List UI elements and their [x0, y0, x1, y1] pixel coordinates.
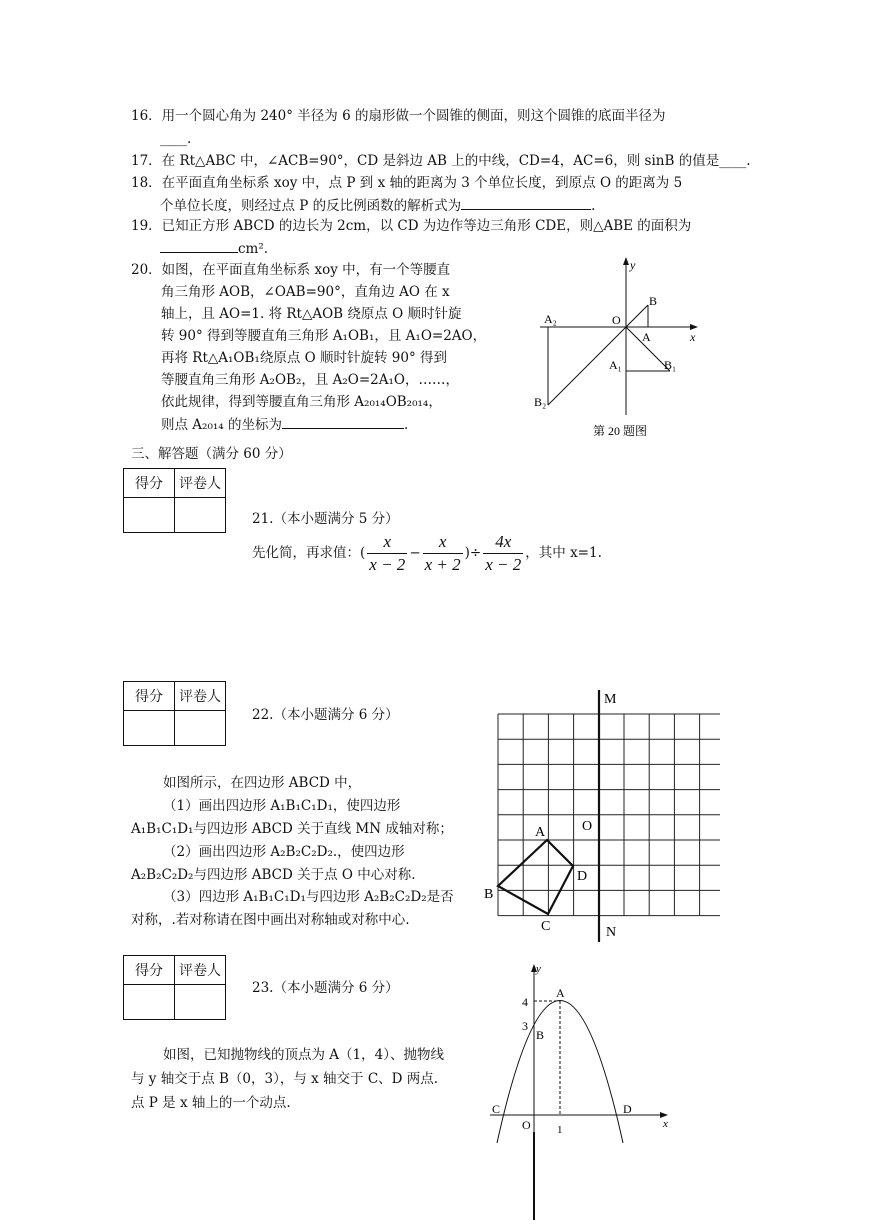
q18-line1: 18．在平面直角坐标系 xoy 中，点 P 到 x 轴的距离为 3 个单位长度，到原点 O 的距离为 5	[131, 175, 683, 191]
q22-score-table	[123, 681, 226, 746]
q17-line: 17．在 Rt△ABC 中，∠ACB=90°，CD 是斜边 AB 上的中线，CD=4，AC=6，则 sinB 的值是____.	[131, 153, 751, 169]
q23-line: 如图，已知抛物线的顶点为 A（1，4）、抛物线	[163, 1047, 444, 1063]
q21-divide: )÷	[464, 545, 482, 561]
q20-answer-blank	[282, 414, 404, 429]
q21-score-table	[123, 468, 226, 533]
fraction-numerator: x	[367, 531, 407, 554]
q23-line: 点 P 是 x 轴上的一个动点.	[131, 1095, 291, 1111]
q22-label-O: O	[582, 819, 593, 834]
fraction-denominator: x + 2	[424, 555, 461, 574]
quadrilateral-ABCD	[498, 840, 573, 914]
q22-label-N: N	[606, 925, 617, 940]
q20-line: 轴上，且 AO=1. 将 Rt△AOB 绕原点 O 顺时针旋	[161, 306, 462, 322]
q22-grid-lines	[498, 714, 720, 916]
q23-label-y: y	[536, 963, 541, 975]
q22-title: 22.（本小题满分 6 分）	[252, 707, 399, 723]
q19-answer-blank	[160, 238, 238, 253]
q21-suffix: ，其中 x=1.	[525, 545, 602, 561]
score-label: 得分	[124, 956, 175, 985]
grader-label: 评卷人	[175, 682, 226, 711]
q19-line1: 19．已知正方形 ABCD 的边长为 2cm，以 CD 为边作等边三角形 CDE，则△ABE 的面积为	[131, 218, 692, 234]
score-cell	[124, 711, 175, 746]
q16-line2: ____.	[160, 131, 192, 147]
q22-label-C: C	[541, 919, 551, 934]
q22-line: （3）四边形 A₁B₁C₁D₁与四边形 A₂B₂C₂D₂是否	[163, 889, 454, 905]
q21-title: 21.（本小题满分 5 分）	[252, 511, 399, 527]
section3-heading: 三、解答题（满分 60 分）	[131, 446, 292, 462]
q20-line: 依此规律，得到等腰直角三角形 A₂₀₁₄OB₂₀₁₄，	[161, 394, 442, 410]
q20-label-O: O	[612, 313, 621, 327]
q23-score-table	[123, 955, 226, 1020]
q20-label-y: y	[630, 258, 636, 272]
q22-label-D: D	[577, 869, 588, 884]
fraction-numerator: 4x	[483, 531, 523, 554]
q23-tick-3: 3	[522, 1019, 528, 1033]
q21-expression	[252, 530, 602, 576]
q20-label-A: A	[642, 330, 651, 344]
q20-figure-caption: 第 20 题图	[593, 424, 648, 438]
q21-minus: −	[409, 545, 421, 561]
q23-label-x: x	[663, 1118, 668, 1130]
q21-fraction-2	[423, 531, 463, 576]
q18-answer-blank	[461, 195, 591, 210]
q22-line: 如图所示，在四边形 ABCD 中，	[163, 775, 362, 791]
q20-label-B2: B₂	[534, 395, 547, 409]
q23-tick-1: 1	[557, 1124, 563, 1136]
q20-label-A2: A₂	[544, 312, 557, 326]
q20-label-B: B	[649, 294, 658, 308]
q20-line-last: 则点 A₂₀₁₄ 的坐标为 .	[161, 414, 408, 435]
q19-unit: cm².	[238, 241, 269, 257]
q16-line1: 16．用一个圆心角为 240° 半径为 6 的扇形做一个圆锥的侧面，则这个圆锥的底面半径为	[131, 108, 666, 124]
q22-line: A₂B₂C₂D₂与四边形 ABCD 关于点 O 中心对称.	[131, 867, 416, 883]
grader-label: 评卷人	[175, 956, 226, 985]
q23-line: 与 y 轴交于点 B（0，3），与 x 轴交于 C、D 两点.	[131, 1071, 439, 1087]
q21-fraction-3	[483, 531, 523, 576]
fraction-numerator: x	[423, 531, 463, 554]
q22-label-A: A	[535, 825, 546, 840]
q23-parabola-figure	[470, 960, 690, 1222]
q22-line: A₁B₁C₁D₁与四边形 ABCD 关于直线 MN 成轴对称；	[131, 821, 453, 837]
grader-cell	[175, 985, 226, 1020]
q20-label-A1: A₁	[609, 358, 622, 372]
q18-line2: 个单位长度，则经过点 P 的反比例函数的解析式为 .	[160, 195, 595, 216]
q21-fraction-1	[367, 531, 407, 576]
score-cell	[124, 985, 175, 1020]
q19-line2	[160, 238, 268, 259]
q20-label-x: x	[690, 330, 696, 344]
q23-tick-4: 4	[522, 995, 528, 1009]
q23-label-D: D	[623, 1102, 632, 1116]
fraction-denominator: x − 2	[485, 555, 522, 574]
score-label: 得分	[124, 682, 175, 711]
score-label: 得分	[124, 469, 175, 498]
q23-label-B: B	[536, 1028, 545, 1042]
q22-line: （1）画出四边形 A₁B₁C₁D₁，使四边形	[163, 798, 401, 814]
q20-line: 转 90° 得到等腰直角三角形 A₁OB₁，且 A₁O=2AO，	[161, 328, 487, 344]
score-cell	[124, 498, 175, 533]
fraction-denominator: x − 2	[369, 555, 406, 574]
q23-label-C: C	[492, 1102, 501, 1116]
q20-line: 角三角形 AOB，∠OAB=90°，直角边 AO 在 x	[161, 284, 450, 300]
q23-label-O: O	[522, 1118, 531, 1132]
grader-label: 评卷人	[175, 469, 226, 498]
grader-cell	[175, 711, 226, 746]
q18-line2-text: 个单位长度，则经过点 P 的反比例函数的解析式为	[160, 198, 462, 214]
q22-grid-figure	[480, 686, 720, 946]
q23-label-A: A	[556, 986, 565, 1000]
q20-line-text: 则点 A₂₀₁₄ 的坐标为	[161, 417, 282, 433]
q20-line: 等腰直角三角形 A₂OB₂，且 A₂O=2A₁O，……，	[161, 372, 460, 388]
q22-label-B: B	[484, 887, 494, 902]
y-arrow-icon	[623, 257, 629, 265]
grader-cell	[175, 498, 226, 533]
q22-line: （2）画出四边形 A₂B₂C₂D₂.，使四边形	[163, 844, 405, 860]
q20-line: 20．如图，在平面直角坐标系 xoy 中，有一个等腰直	[131, 262, 451, 278]
q23-title: 23.（本小题满分 6 分）	[252, 980, 399, 996]
q21-prefix: 先化简，再求值：(	[252, 545, 366, 561]
q22-label-M: M	[604, 692, 617, 707]
q20-label-B1: B₁	[664, 358, 677, 372]
q20-figure	[520, 255, 720, 445]
q20-line: 再将 Rt△A₁OB₁绕原点 O 顺时针旋转 90° 得到	[161, 350, 447, 366]
q22-line: 对称，.若对称请在图中画出对称轴或对称中心.	[131, 912, 410, 928]
